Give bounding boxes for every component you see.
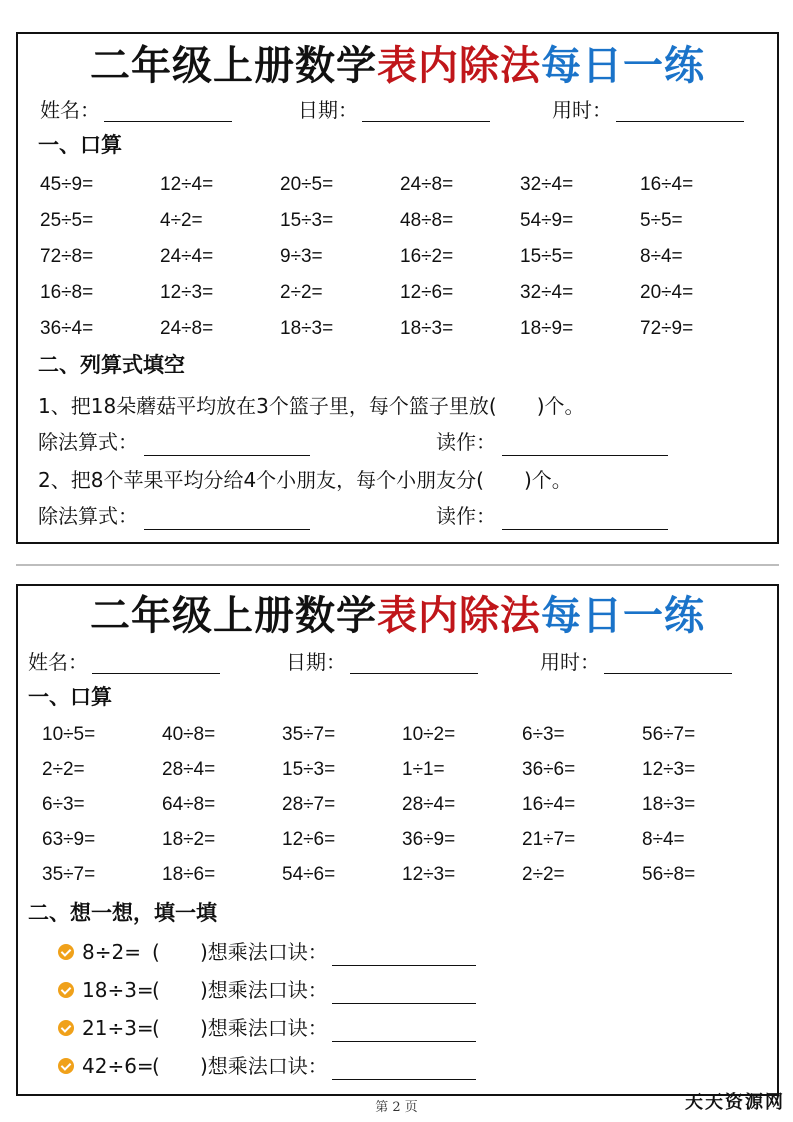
division-problem[interactable]: 2÷2= (522, 864, 565, 885)
division-problem[interactable]: 25÷5= (40, 210, 94, 231)
think-prompt: )想乘法口诀： (200, 978, 328, 1002)
division-problem[interactable]: 28÷7= (282, 794, 336, 815)
name-blank[interactable] (104, 101, 232, 122)
read-label: 读作： (436, 430, 496, 454)
division-problem[interactable]: 28÷4= (402, 794, 456, 815)
worksheet-title (18, 42, 777, 90)
section-heading-oral: 一、口算 (38, 133, 122, 157)
q1-read-field[interactable] (436, 428, 668, 456)
division-problem[interactable]: 4÷2= (160, 210, 203, 231)
think-item (58, 1052, 476, 1080)
division-problem[interactable]: 12÷6= (282, 829, 336, 850)
think-prompt: )想乘法口诀： (200, 1016, 328, 1040)
division-problem[interactable]: 56÷7= (642, 724, 696, 745)
division-problem[interactable]: 8÷4= (642, 829, 685, 850)
answer-blank[interactable]: ( (152, 940, 160, 964)
q2-formula-field[interactable] (38, 502, 310, 530)
division-problem[interactable]: 12÷4= (160, 174, 214, 195)
name-field[interactable] (28, 650, 220, 674)
division-problem[interactable]: 20÷4= (640, 282, 694, 303)
check-badge-icon (58, 1058, 74, 1074)
name-field[interactable] (40, 98, 232, 122)
division-problem[interactable]: 32÷4= (520, 174, 574, 195)
division-problem[interactable]: 2÷2= (42, 759, 85, 780)
title-part-grade: 二年级上册数学 (90, 43, 377, 89)
think-item (58, 976, 476, 1004)
division-problem[interactable]: 36÷4= (40, 318, 94, 339)
read-label: 读作： (436, 504, 496, 528)
division-problem[interactable]: 64÷8= (162, 794, 216, 815)
title-part-topic: 表内除法 (377, 593, 541, 639)
division-problem[interactable]: 18÷3= (280, 318, 334, 339)
division-problem[interactable]: 18÷3= (642, 794, 696, 815)
title-part-daily: 每日一练 (541, 593, 705, 639)
division-problem[interactable]: 35÷7= (282, 724, 336, 745)
time-label: 用时： (540, 650, 600, 674)
section-heading-think: 二、想一想，填一填 (28, 901, 217, 925)
division-problem[interactable]: 12÷3= (160, 282, 214, 303)
date-blank[interactable] (350, 653, 478, 674)
division-problem[interactable]: 36÷9= (402, 829, 456, 850)
q1-formula-field[interactable] (38, 428, 310, 456)
title-part-daily: 每日一练 (541, 43, 705, 89)
think-prompt: )想乘法口诀： (200, 940, 328, 964)
division-problem[interactable]: 32÷4= (520, 282, 574, 303)
division-problem[interactable]: 48÷8= (400, 210, 454, 231)
division-problem[interactable]: 24÷8= (400, 174, 454, 195)
time-blank[interactable] (616, 101, 744, 122)
division-problem[interactable]: 72÷8= (40, 246, 94, 267)
division-problem[interactable]: 15÷5= (520, 246, 574, 267)
division-problem[interactable]: 16÷4= (522, 794, 576, 815)
check-badge-icon (58, 944, 74, 960)
formula-blank[interactable] (144, 507, 310, 530)
section-heading-oral: 一、口算 (28, 685, 112, 709)
division-problem[interactable]: 54÷6= (282, 864, 336, 885)
answer-blank[interactable]: ( (152, 978, 160, 1002)
date-field[interactable] (298, 98, 490, 122)
time-label: 用时： (552, 98, 612, 122)
division-problem[interactable]: 18÷3= (400, 318, 454, 339)
division-problem[interactable]: 12÷3= (642, 759, 696, 780)
worksheet-1 (16, 32, 779, 544)
division-problem[interactable]: 54÷9= (520, 210, 574, 231)
name-label: 姓名： (40, 98, 100, 122)
read-blank[interactable] (502, 507, 668, 530)
multiplication-rhyme-blank[interactable] (332, 1057, 476, 1080)
read-blank[interactable] (502, 433, 668, 456)
page-number: 第 2 页 (375, 1100, 418, 1115)
division-problem[interactable]: 6÷3= (42, 794, 85, 815)
division-problem[interactable]: 1÷1= (402, 759, 445, 780)
answer-blank[interactable]: ( (152, 1016, 160, 1040)
multiplication-rhyme-blank[interactable] (332, 943, 476, 966)
time-field[interactable] (540, 650, 732, 674)
division-problem[interactable]: 18÷9= (520, 318, 574, 339)
name-blank[interactable] (92, 653, 220, 674)
division-problem[interactable]: 45÷9= (40, 174, 94, 195)
worksheet-title (18, 592, 777, 640)
division-problem[interactable]: 5÷5= (640, 210, 683, 231)
date-blank[interactable] (362, 101, 490, 122)
formula-label: 除法算式： (38, 504, 138, 528)
worksheet-2 (16, 584, 779, 1096)
answer-blank[interactable]: ( (152, 1054, 160, 1078)
division-problem[interactable]: 40÷8= (162, 724, 216, 745)
division-problem[interactable]: 20÷5= (280, 174, 334, 195)
division-problem[interactable]: 12÷3= (402, 864, 456, 885)
division-problem[interactable]: 15÷3= (280, 210, 334, 231)
think-item (58, 938, 476, 966)
think-prompt: )想乘法口诀： (200, 1054, 328, 1078)
formula-blank[interactable] (144, 433, 310, 456)
division-problem[interactable]: 16÷2= (400, 246, 454, 267)
division-problem[interactable]: 24÷4= (160, 246, 214, 267)
division-problem[interactable]: 18÷2= (162, 829, 216, 850)
date-field[interactable] (286, 650, 478, 674)
multiplication-rhyme-blank[interactable] (332, 1019, 476, 1042)
date-label: 日期： (286, 650, 346, 674)
think-equation: 8÷2= (82, 940, 141, 964)
check-badge-icon (58, 982, 74, 998)
division-problem[interactable]: 63÷9= (42, 829, 96, 850)
date-label: 日期： (298, 98, 358, 122)
name-label: 姓名： (28, 650, 88, 674)
multiplication-rhyme-blank[interactable] (332, 981, 476, 1004)
division-problem[interactable]: 6÷3= (522, 724, 565, 745)
division-problem[interactable]: 10÷5= (42, 724, 96, 745)
division-problem[interactable]: 10÷2= (402, 724, 456, 745)
think-equation: 42÷6= (82, 1054, 154, 1078)
division-problem[interactable]: 35÷7= (42, 864, 96, 885)
think-item (58, 1014, 476, 1042)
time-blank[interactable] (604, 653, 732, 674)
page-divider (16, 564, 779, 566)
watermark: 天天资源网 (685, 1092, 785, 1113)
question-2: 2、把8个苹果平均分给4个小朋友，每个小朋友分( )个。 (38, 468, 572, 492)
formula-label: 除法算式： (38, 430, 138, 454)
time-field[interactable] (552, 98, 744, 122)
division-problem[interactable]: 15÷3= (282, 759, 336, 780)
division-problem[interactable]: 21÷7= (522, 829, 576, 850)
division-problem[interactable]: 56÷8= (642, 864, 696, 885)
division-problem[interactable]: 28÷4= (162, 759, 216, 780)
question-1: 1、把18朵蘑菇平均放在3个篮子里，每个篮子里放( )个。 (38, 394, 585, 418)
check-badge-icon (58, 1020, 74, 1036)
division-problem[interactable]: 16÷4= (640, 174, 694, 195)
section-heading-fill: 二、列算式填空 (38, 353, 185, 377)
division-problem[interactable]: 16÷8= (40, 282, 94, 303)
division-problem[interactable]: 24÷8= (160, 318, 214, 339)
division-problem[interactable]: 2÷2= (280, 282, 323, 303)
division-problem[interactable]: 12÷6= (400, 282, 454, 303)
title-part-topic: 表内除法 (377, 43, 541, 89)
division-problem[interactable]: 36÷6= (522, 759, 576, 780)
division-problem[interactable]: 8÷4= (640, 246, 683, 267)
think-equation: 18÷3= (82, 978, 154, 1002)
division-problem[interactable]: 18÷6= (162, 864, 216, 885)
think-equation: 21÷3= (82, 1016, 154, 1040)
division-problem[interactable]: 72÷9= (640, 318, 694, 339)
q2-read-field[interactable] (436, 502, 668, 530)
title-part-grade: 二年级上册数学 (90, 593, 377, 639)
division-problem[interactable]: 9÷3= (280, 246, 323, 267)
